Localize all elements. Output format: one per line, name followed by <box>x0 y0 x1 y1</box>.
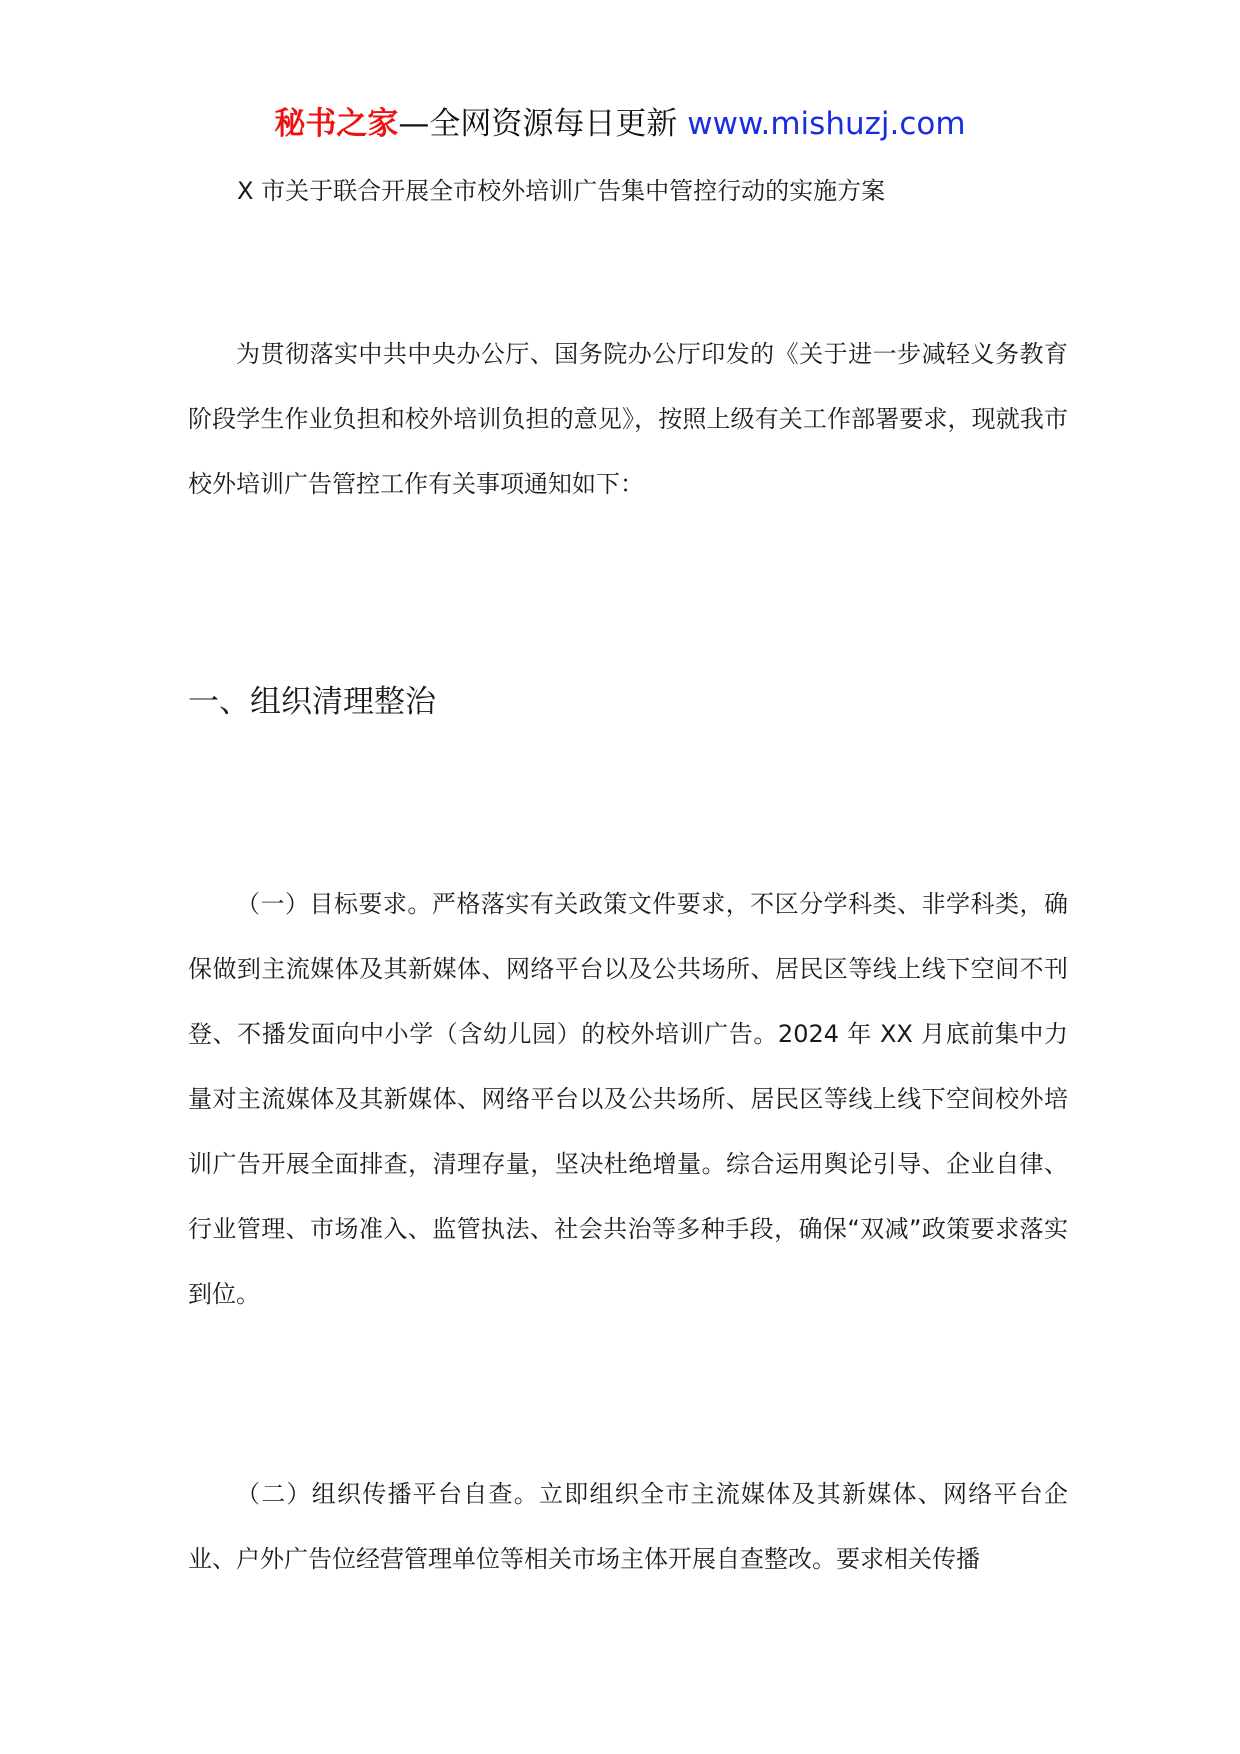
brand-name: 秘书之家 <box>274 106 399 142</box>
site-url-link[interactable]: www.mishuzj.com <box>687 106 966 142</box>
banner-tagline: —全网资源每日更新 <box>398 106 688 142</box>
section-heading-1: 一、组织清理整治 <box>188 684 436 720</box>
intro-paragraph: 为贯彻落实中共中央办公厅、国务院办公厅印发的《关于进一步减轻义务教育阶段学生作业负担和校外培训负担的意见》，按照上级有关工作部署要求，现就我市校外培训广告管控工作有关事项通知如下： <box>188 340 1068 498</box>
document-title: X 市关于联合开展全市校外培训广告集中管控行动的实施方案 <box>237 177 886 205</box>
paragraph-platform-self-check: （二）组织传播平台自查。立即组织全市主流媒体及其新媒体、网络平台企业、户外广告位经营管理单位等相关市场主体开展自查整改。要求相关传播 <box>188 1480 1068 1573</box>
paragraph-target-requirements: （一）目标要求。严格落实有关政策文件要求，不区分学科类、非学科类，确保做到主流媒体及其新媒体、网络平台以及公共场所、居民区等线上线下空间不刊登、不播发面向中小学（含幼儿园）的校外培训广告。2024 年 XX 月底前集中力量对主流媒体及其新媒体、网络平台以及公共场所、居民区等线上线下空间校外培训广告开展全面排查，清理存量，坚决杜绝增量。综合运用舆论引导、企业自律、行业管理、市场准入、监管执法、社会共治等多种手段，确保“双减”政策要求落实到位。 <box>188 890 1068 1308</box>
site-banner <box>0 104 1240 144</box>
